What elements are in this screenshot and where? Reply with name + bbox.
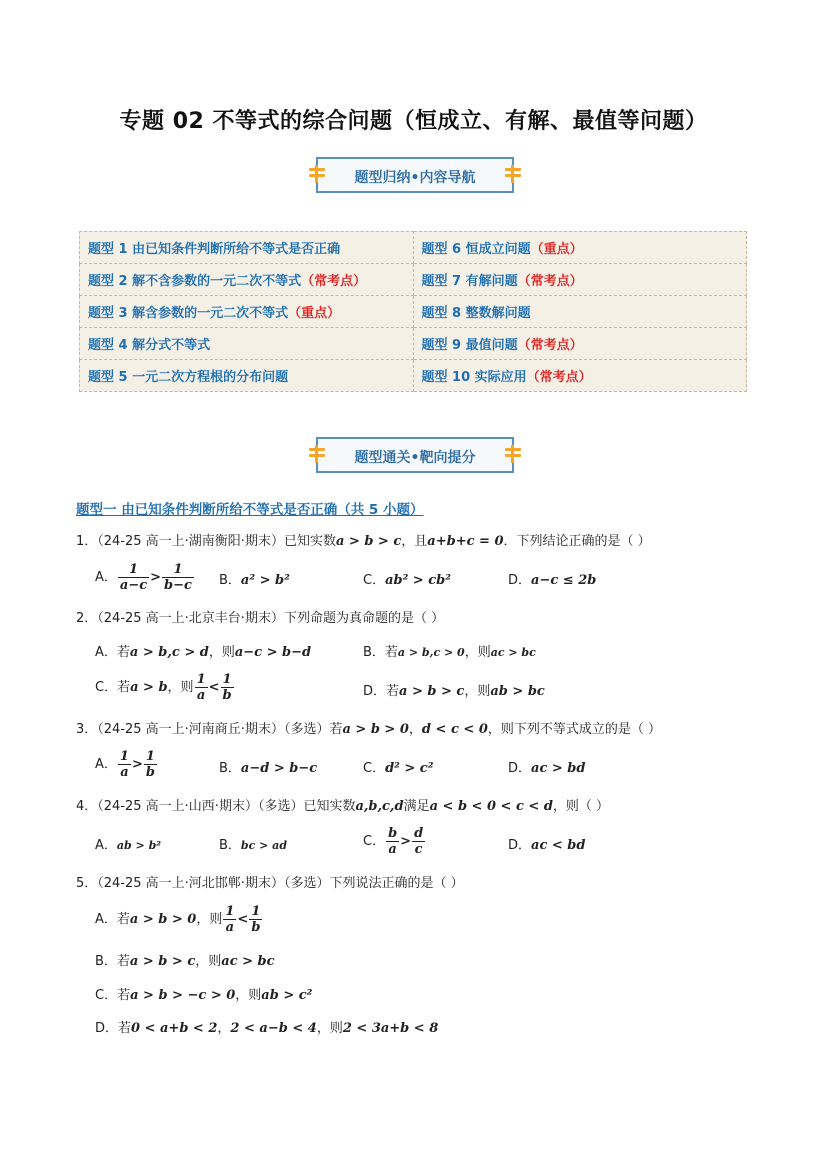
question-2-option-d[interactable]: D．若a > b > c，则ab > bc <box>363 684 545 699</box>
question-2: 2．（24-25 高一上·北京丰台·期末）下列命题为真命题的是（ ） <box>76 611 445 626</box>
question-4-option-b[interactable]: B．bc > ad <box>219 838 288 853</box>
question-5-option-b[interactable]: B．若a > b > c，则ac > bc <box>95 954 275 969</box>
section-banner-practice <box>316 437 514 473</box>
question-1-option-c[interactable]: C．ab² > cb² <box>363 573 451 588</box>
question-1: 1．（24-25 高一上·湖南衡阳·期末）已知实数a > b > c，且a+b+c = 0．下列结论正确的是（ ） <box>76 534 651 549</box>
nav-item-topic-8[interactable]: 题型 8 整数解问题 <box>413 296 747 328</box>
table-row <box>80 360 747 392</box>
table-row <box>80 328 747 360</box>
table-row <box>80 232 747 264</box>
question-4-option-a[interactable]: A．ab > b² <box>95 838 162 853</box>
question-3-option-a[interactable]: A． $\frac{1}{a}$ > $\frac{1}{b}$ <box>95 749 155 780</box>
question-3-option-d[interactable]: D．ac > bd <box>508 761 586 776</box>
question-5-option-a[interactable]: A．若a > b > 0，则 $\frac{1}{a}$ < $\frac{1}{b}$ <box>95 904 261 935</box>
banner-label: 题型归纳•内容导航 <box>354 170 476 186</box>
question-1-option-b[interactable]: B．a² > b² <box>219 573 290 588</box>
section-banner-navigation <box>316 157 514 193</box>
question-3-option-b[interactable]: B．a−d > b−c <box>219 761 318 776</box>
question-2-option-b[interactable]: B．若a > b,c > 0，则ac > bc <box>363 645 536 660</box>
question-2-option-c[interactable]: C．若a > b，则 $\frac{1}{a}$ < $\frac{1}{b}$ <box>95 672 232 703</box>
page-title: 专题 02 不等式的综合问题（恒成立、有解、最值等问题） <box>119 109 708 134</box>
question-5-option-d[interactable]: D．若0 < a+b < 2，2 < a−b < 4，则2 < 3a+b < 8 <box>95 1021 439 1036</box>
topic-navigation-table <box>79 231 747 392</box>
table-row <box>80 296 747 328</box>
question-4-option-c[interactable]: C． $\frac{b}{a}$ > $\frac{d}{c}$ <box>363 826 424 857</box>
nav-item-topic-9[interactable]: 题型 9 最值问题（常考点） <box>413 328 747 360</box>
question-4-option-d[interactable]: D．ac < bd <box>508 838 586 853</box>
banner-label: 题型通关•靶向提分 <box>354 450 476 466</box>
nav-item-topic-7[interactable]: 题型 7 有解问题（常考点） <box>413 264 747 296</box>
nav-item-topic-4[interactable]: 题型 4 解分式不等式 <box>80 328 414 360</box>
question-5: 5．（24-25 高一上·河北邯郸·期末）（多选）下列说法正确的是（ ） <box>76 876 464 891</box>
question-3: 3．（24-25 高一上·河南商丘·期末）（多选）若a > b > 0，d < c < 0，则下列不等式成立的是（ ） <box>76 722 662 737</box>
nav-item-topic-1[interactable]: 题型 1 由已知条件判断所给不等式是否正确 <box>80 232 414 264</box>
question-5-option-c[interactable]: C．若a > b > −c > 0，则ab > c² <box>95 988 313 1003</box>
table-row <box>80 264 747 296</box>
nav-item-topic-3[interactable]: 题型 3 解含参数的一元二次不等式（重点） <box>80 296 414 328</box>
question-1-option-a[interactable]: A． $\frac{1}{a-c}$ > $\frac{1}{b-c}$ <box>95 562 192 593</box>
banner-right-ornament-icon <box>505 448 521 462</box>
section-heading-topic-1[interactable]: 题型一 由已知条件判断所给不等式是否正确（共 5 小题） <box>76 502 424 518</box>
nav-item-topic-6[interactable]: 题型 6 恒成立问题（重点） <box>413 232 747 264</box>
nav-item-topic-2[interactable]: 题型 2 解不含参数的一元二次不等式（常考点） <box>80 264 414 296</box>
question-2-option-a[interactable]: A．若a > b,c > d，则a−c > b−d <box>95 645 312 660</box>
question-3-option-c[interactable]: C．d² > c² <box>363 761 434 776</box>
nav-item-topic-10[interactable]: 题型 10 实际应用（常考点） <box>413 360 747 392</box>
nav-item-topic-5[interactable]: 题型 5 一元二次方程根的分布问题 <box>80 360 414 392</box>
question-1-option-d[interactable]: D．a−c ≤ 2b <box>508 573 597 588</box>
question-4: 4．（24-25 高一上·山西·期末）（多选）已知实数a,b,c,d满足a < b < 0 < c < d，则（ ） <box>76 799 610 814</box>
banner-right-ornament-icon <box>505 168 521 182</box>
